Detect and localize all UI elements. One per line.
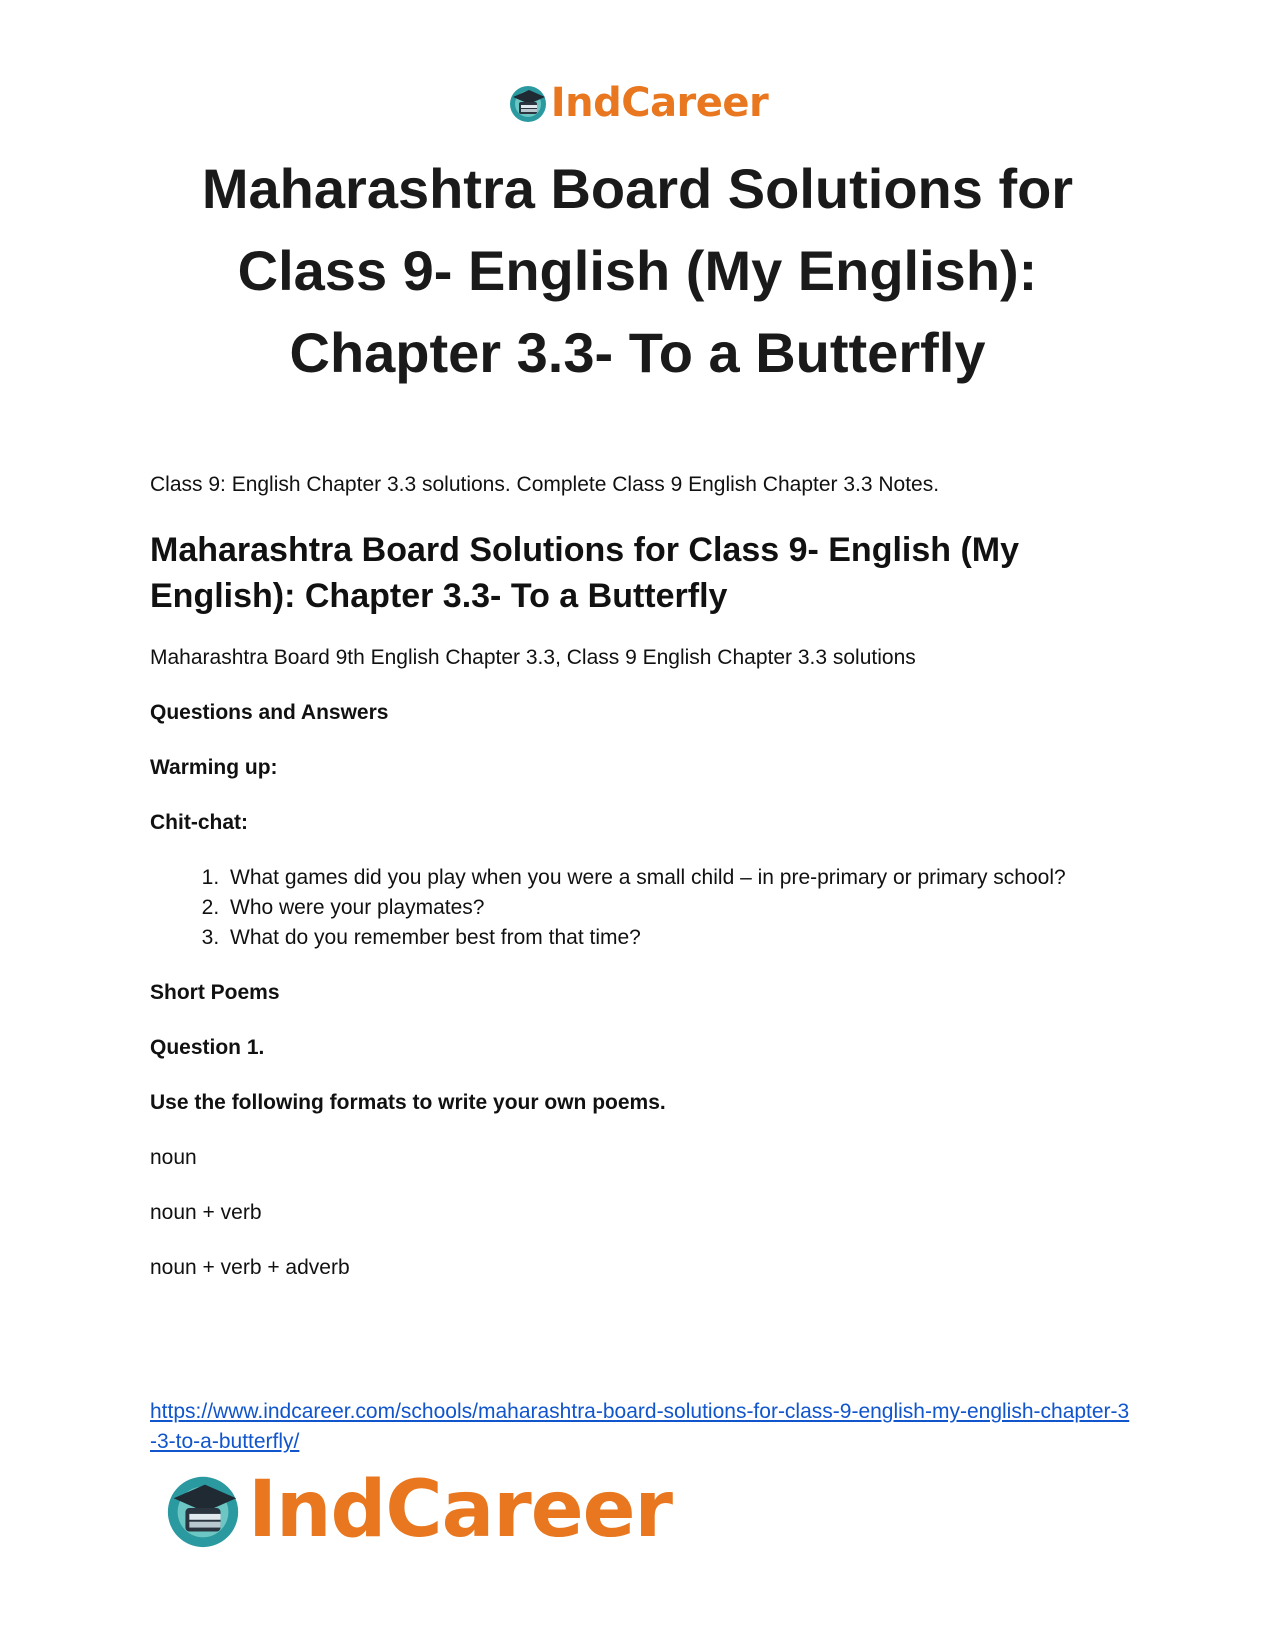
chit-chat-list: [150, 863, 1130, 953]
qa-heading: Questions and Answers: [150, 701, 389, 724]
intro-text: Class 9: English Chapter 3.3 solutions. Complete Class 9 English Chapter 3.3 Notes.: [150, 473, 940, 496]
format-line: noun + verb + adverb: [150, 1256, 350, 1279]
brand-name: IndCareer: [550, 80, 769, 126]
list-item: 1. What games did you play when you were a small child – in pre-primary or primary school?: [225, 863, 1130, 893]
source-link[interactable]: https://www.indcareer.com/schools/maharashtra-board-solutions-for-class-9-english-my-english-chapter-3-3-to-a-butterfly/: [150, 1400, 1130, 1453]
graduation-cap-icon: [507, 82, 549, 124]
instruction-text: Use the following formats to write your own poems.: [150, 1091, 666, 1114]
format-line: noun: [150, 1146, 197, 1169]
short-poems-heading: Short Poems: [150, 981, 280, 1004]
format-line: noun + verb: [150, 1201, 262, 1224]
document-body: [150, 470, 1130, 1308]
graduation-cap-icon: [162, 1469, 244, 1551]
brand-name: IndCareer: [248, 1465, 672, 1555]
footer-logo: [162, 1465, 672, 1555]
warming-up-heading: Warming up:: [150, 756, 278, 779]
page-title: Maharashtra Board Solutions for Class 9- English (My English): Chapter 3.3- To a Butterfly: [201, 157, 1074, 384]
list-item: 3. What do you remember best from that time?: [225, 923, 1130, 953]
list-item: 2. Who were your playmates?: [225, 893, 1130, 923]
question-heading: Question 1.: [150, 1036, 265, 1059]
header-logo: [0, 80, 1275, 126]
section-title: Maharashtra Board Solutions for Class 9- English (My English): Chapter 3.3- To a Butterfly: [150, 531, 1020, 615]
chit-chat-heading: Chit-chat:: [150, 811, 248, 834]
section-intro: Maharashtra Board 9th English Chapter 3.3, Class 9 English Chapter 3.3 solutions: [150, 646, 916, 669]
